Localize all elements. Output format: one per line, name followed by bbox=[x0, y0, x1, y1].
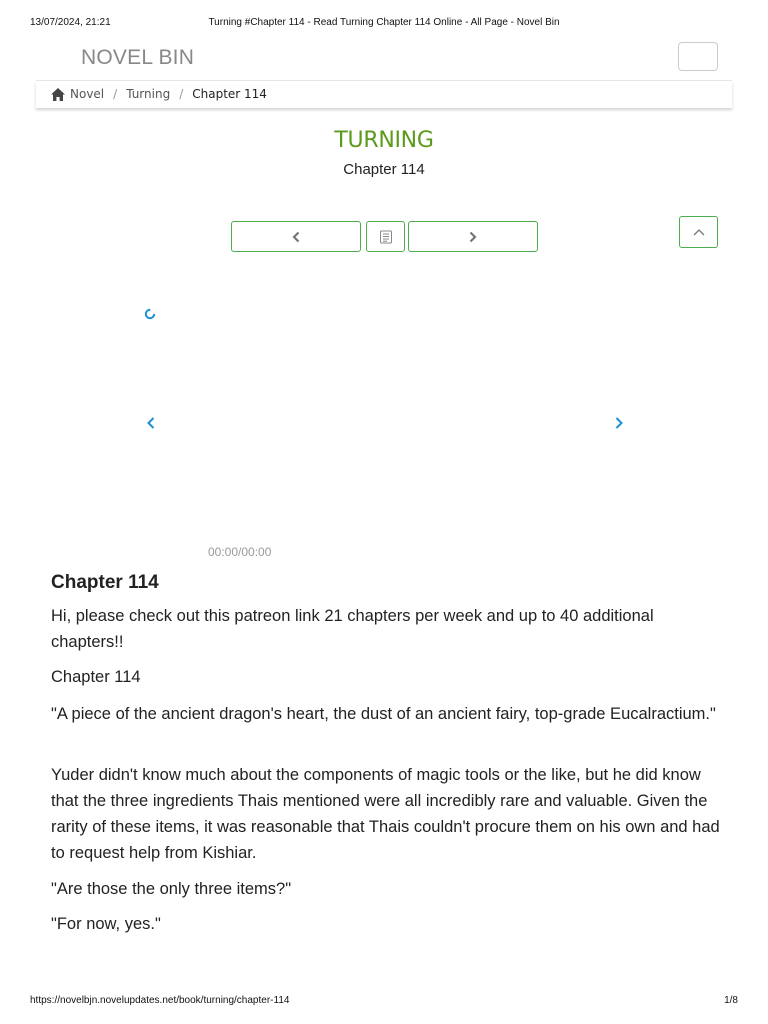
chapter-title: Chapter 114 bbox=[343, 161, 425, 178]
chevron-left-icon bbox=[291, 231, 301, 243]
breadcrumb-item-turning[interactable]: Turning bbox=[126, 87, 171, 101]
chevron-right-icon bbox=[468, 231, 478, 243]
prev-chapter-button[interactable] bbox=[231, 221, 361, 252]
navbar bbox=[36, 36, 732, 81]
scroll-top-button[interactable] bbox=[679, 216, 718, 248]
breadcrumb bbox=[36, 81, 732, 108]
chapter-paragraph: "A piece of the ancient dragon's heart, the dust of an ancient fairy, top-grade Eucalractium." bbox=[51, 705, 716, 723]
breadcrumb-separator: / bbox=[113, 87, 118, 101]
chapter-list-button[interactable] bbox=[366, 221, 405, 252]
brand-logo-text[interactable]: NOVEL BIN bbox=[81, 46, 195, 69]
list-icon bbox=[379, 230, 393, 244]
print-page-indicator: 1/8 bbox=[724, 995, 738, 1006]
breadcrumb-separator: / bbox=[179, 87, 184, 101]
breadcrumb-item-chapter: Chapter 114 bbox=[192, 87, 267, 101]
chapter-paragraph: "Are those the only three items?" bbox=[51, 880, 292, 898]
chapter-paragraph: Hi, please check out this patreon link 21 chapters per week and up to 40 additional chapters!! bbox=[51, 607, 654, 651]
chapter-heading: Chapter 114 bbox=[51, 572, 159, 593]
player-timecode: 00:00/00:00 bbox=[208, 545, 272, 559]
print-document-title: Turning #Chapter 114 - Read Turning Chapter 114 Online - All Page - Novel Bin bbox=[208, 17, 560, 28]
slider-next-icon[interactable] bbox=[613, 415, 625, 431]
menu-toggle-button[interactable] bbox=[678, 42, 718, 71]
breadcrumb-item-novel[interactable]: Novel bbox=[70, 87, 105, 101]
print-url: https://novelbjn.novelupdates.net/book/turning/chapter-114 bbox=[30, 995, 290, 1006]
novel-title[interactable]: TURNING bbox=[334, 128, 434, 153]
chapter-paragraph: Chapter 114 bbox=[51, 668, 141, 686]
chevron-up-icon bbox=[693, 228, 705, 236]
chapter-paragraph: "For now, yes." bbox=[51, 915, 161, 933]
print-datetime: 13/07/2024, 21:21 bbox=[30, 17, 111, 28]
next-chapter-button[interactable] bbox=[408, 221, 538, 252]
slider-prev-icon[interactable] bbox=[145, 415, 157, 431]
chapter-paragraph: Yuder didn't know much about the components of magic tools or the like, but he did know that the three ingredients Thais mentioned were all incredibly rare and valuable. Given the rarity of these items, it was reasonable that Thais couldn't procure them on his own and had to request help from Kishiar. bbox=[51, 766, 720, 862]
home-icon bbox=[51, 88, 65, 101]
loading-spinner-icon bbox=[144, 308, 156, 320]
